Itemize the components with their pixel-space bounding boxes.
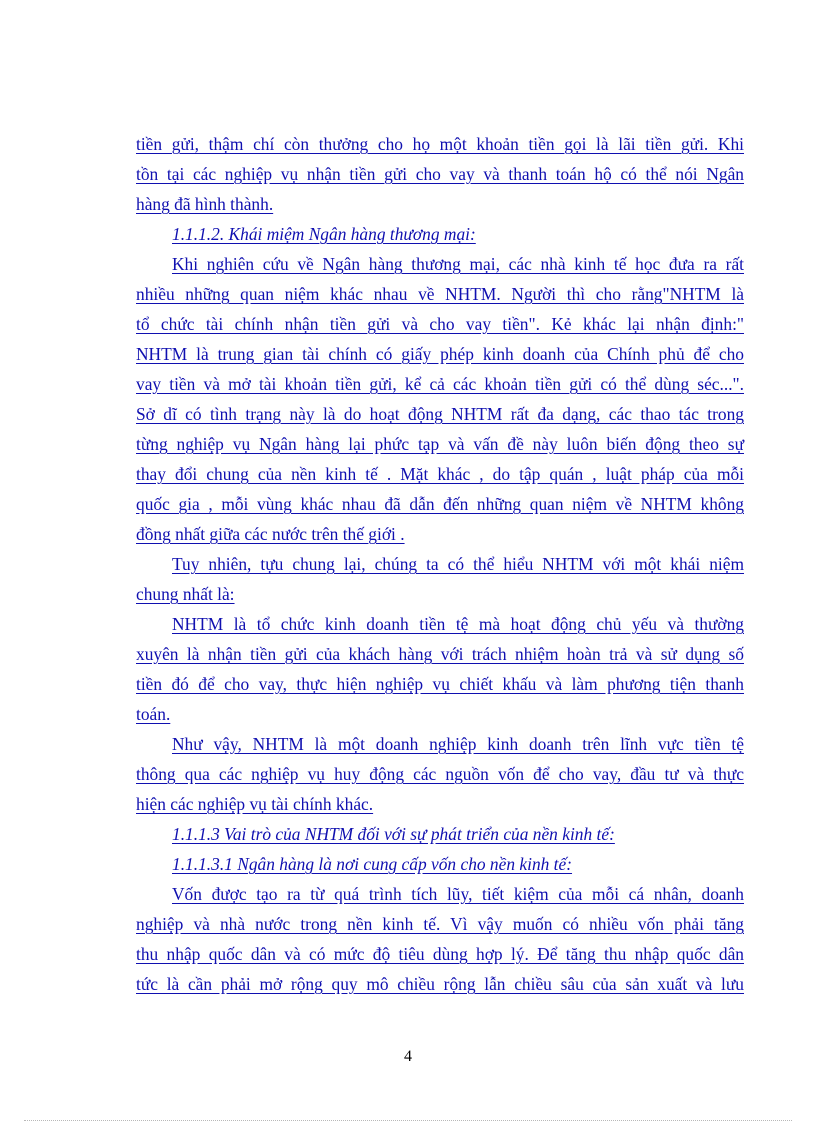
text-line: hàng đã hình thành. — [136, 194, 274, 214]
text-line: từng nghiệp vụ Ngân hàng lại phức tạp và vấn đề này luôn biến động theo sự — [136, 434, 744, 454]
section-heading: 1.1.1.2. Khái miệm Ngân hàng thương mại: — [172, 224, 476, 244]
document-body — [136, 129, 744, 999]
text-line: thông qua các nghiệp vụ huy động các nguồn vốn để cho vay, đầu tư và thực — [136, 764, 744, 784]
text-line: NHTM là tổ chức kinh doanh tiền tệ mà hoạt động chủ yếu và thường — [172, 614, 744, 634]
section-heading: 1.1.1.3 Vai trò của NHTM đối với sự phát triển của nền kinh tế: — [172, 824, 615, 844]
text-line: tiền đó để cho vay, thực hiện nghiệp vụ chiết khấu và làm phương tiện thanh — [136, 674, 744, 694]
text-line: vay tiền và mở tài khoản tiền gửi, kể cả các khoản tiền gửi có thể dùng séc...". — [136, 374, 744, 394]
text-line: tổ chức tài chính nhận tiền gửi và cho vay tiền". Kẻ khác lại nhận định:" — [136, 314, 744, 334]
text-line: tức là cần phải mở rộng quy mô chiều rộng lẫn chiều sâu của sản xuất và lưu — [136, 974, 744, 994]
text-line: nghiệp và nhà nước trong nền kinh tế. Vì vậy muốn có nhiều vốn phải tăng — [136, 914, 744, 934]
text-line: đồng nhất giữa các nước trên thế giới . — [136, 524, 405, 544]
page-number: 4 — [404, 1048, 412, 1065]
text-line: nhiều những quan niệm khác nhau về NHTM. Người thì cho rằng"NHTM là — [136, 284, 744, 304]
text-line: Khi nghiên cứu về Ngân hàng thương mại, các nhà kinh tế học đưa ra rất — [172, 254, 744, 274]
text-line: xuyên là nhận tiền gửi của khách hàng với trách nhiệm hoàn trả và sử dụng số — [136, 644, 744, 664]
text-line: toán. — [136, 704, 171, 724]
text-line: Vốn được tạo ra từ quá trình tích lũy, tiết kiệm của mỗi cá nhân, doanh — [172, 884, 744, 904]
text-line: tiền gửi, thậm chí còn thưởng cho họ một khoản tiền gọi là lãi tiền gửi. Khi — [136, 134, 744, 154]
text-line: thay đổi chung của nền kinh tế . Mặt khác , do tập quán , luật pháp của mỗi — [136, 464, 744, 484]
text-line: hiện các nghiệp vụ tài chính khác. — [136, 794, 374, 814]
page-bottom-divider — [24, 1120, 792, 1121]
text-line: Tuy nhiên, tựu chung lại, chúng ta có thể hiểu NHTM với một khái niệm — [172, 554, 744, 574]
text-line: Sở dĩ có tình trạng này là do hoạt động NHTM rất đa dạng, các thao tác trong — [136, 404, 744, 424]
text-line: tồn tại các nghiệp vụ nhận tiền gửi cho vay và thanh toán hộ có thể nói Ngân — [136, 164, 744, 184]
text-line: thu nhập quốc dân và có mức độ tiêu dùng hợp lý. Để tăng thu nhập quốc dân — [136, 944, 744, 964]
text-line: quốc gia , mỗi vùng khác nhau đã dẫn đến những quan niệm về NHTM không — [136, 494, 744, 514]
text-line: chung nhất là: — [136, 584, 235, 604]
text-line: NHTM là trung gian tài chính có giấy phép kinh doanh của Chính phủ để cho — [136, 344, 744, 364]
section-heading: 1.1.1.3.1 Ngân hàng là nơi cung cấp vốn cho nền kinh tế: — [172, 854, 573, 874]
text-line: Như vậy, NHTM là một doanh nghiệp kinh doanh trên lĩnh vực tiền tệ — [172, 734, 744, 754]
